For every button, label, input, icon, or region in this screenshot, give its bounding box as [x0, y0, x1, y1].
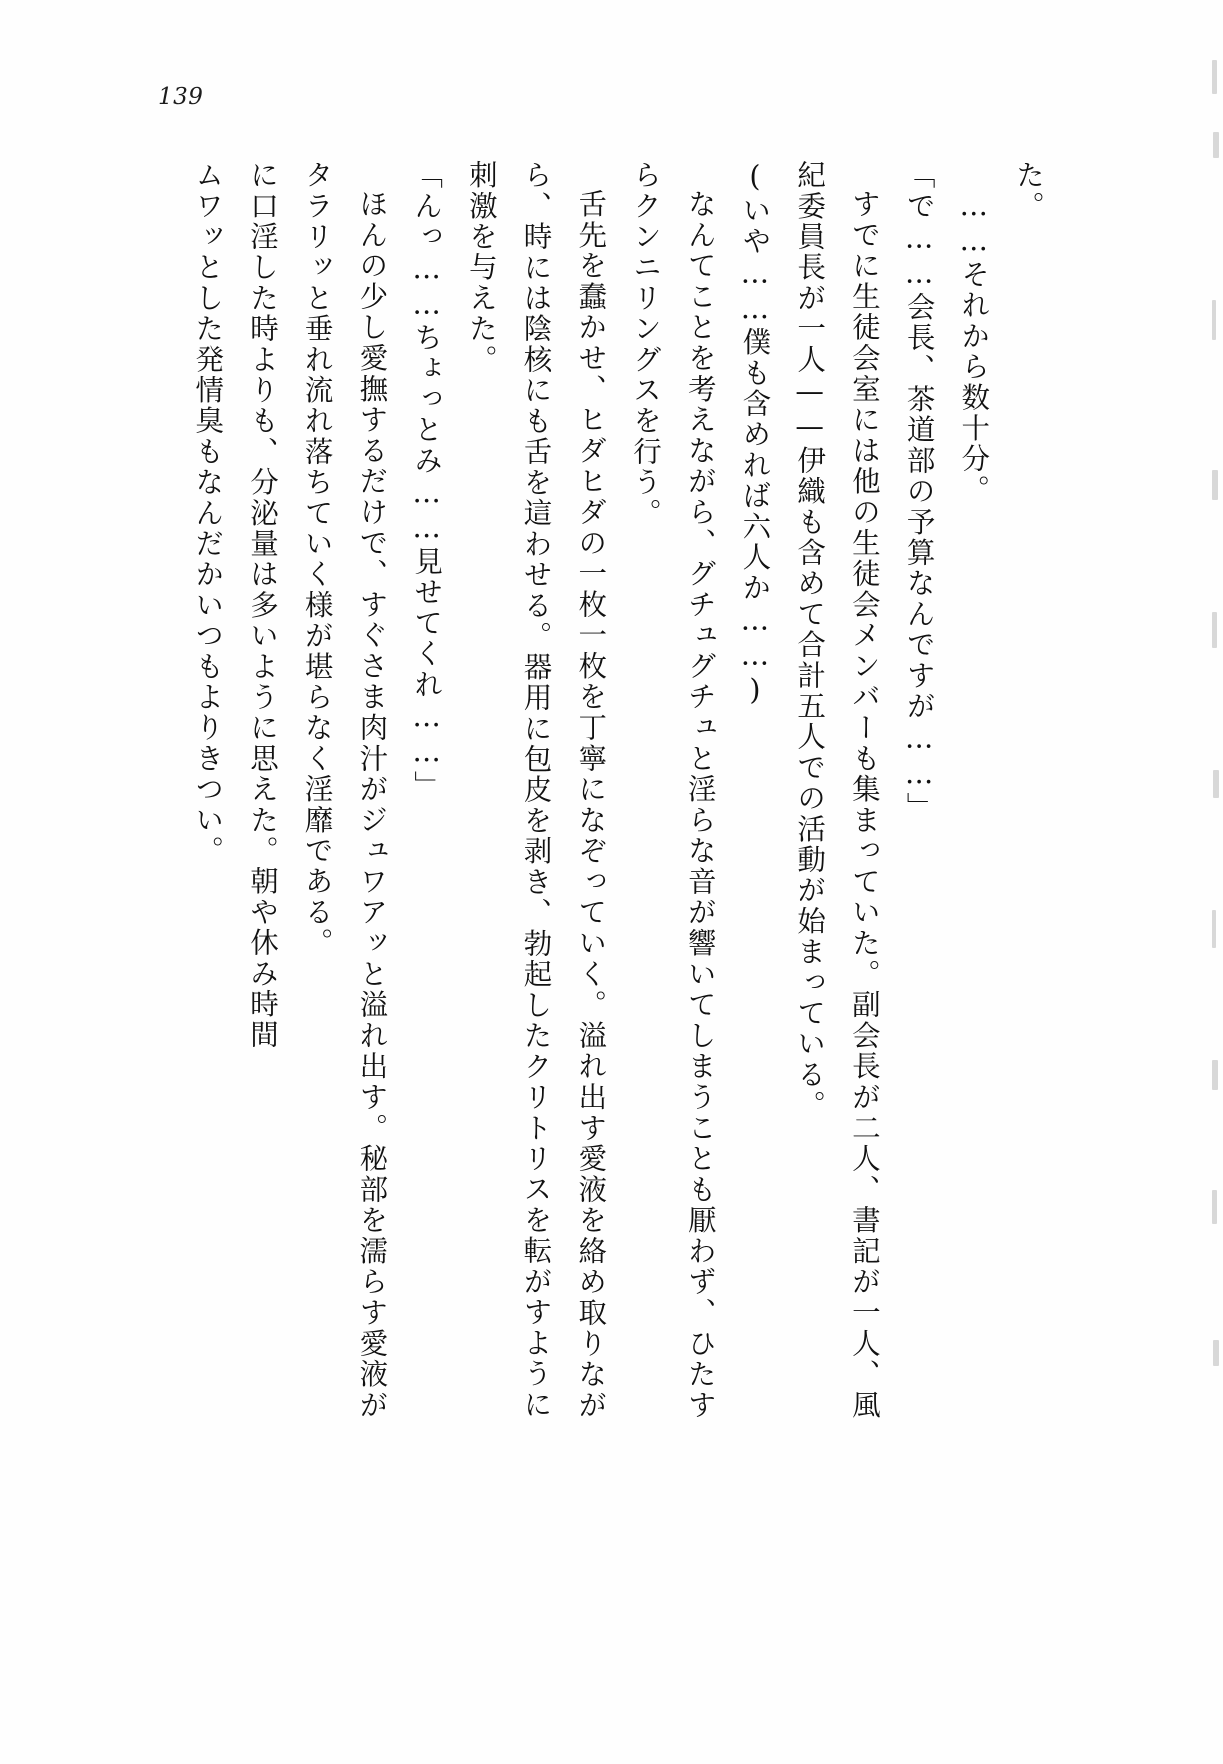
page-number: 139 [158, 84, 204, 110]
scan-edge-artifacts [1197, 0, 1223, 1764]
paragraph: 「で……会長、茶道部の予算なんですが……」 [902, 160, 936, 823]
paragraph: (いや……僕も含めれば六人か……) [738, 160, 772, 709]
paragraph: ……それから数十分。 [957, 188, 991, 505]
paragraph: ムワッとした発情臭もなんだかいつもよりきつい。 [191, 160, 225, 867]
paragraph: 舌先を蠢かせ、ヒダヒダの一枚一枚を丁寧になぞっていく。溢れ出す愛液を絡め取りながら、時には陰核にも舌を這わせる。器用に包皮を剥き、勃起したクリトリスを転がすように刺激を与えた。 [464, 160, 608, 1420]
paragraph: すでに生徒会室には他の生徒会メンバーも集まっていた。副会長が二人、書記が一人、風紀委員長が一人——伊織も含めて合計五人での活動が始まっている。 [793, 160, 881, 1420]
paragraph: た。 [1012, 160, 1045, 222]
paragraph: に口淫した時よりも、分泌量は多いように思えた。朝や休み時間 [245, 160, 279, 1051]
body-text-vertical [180, 160, 1056, 1420]
paragraph: 「んっ……ちょっとみ……見せてくれ……」 [410, 160, 444, 801]
paragraph: なんてことを考えながら、グチュグチュと淫らな音が響いてしまうことも厭わず、ひたすらクンニリングスを行う。 [628, 160, 717, 1420]
paragraph: ほんの少し愛撫するだけで、すぐさま肉汁がジュワアッと溢れ出す。秘部を濡らす愛液がタラリッと垂れ流れ落ちていく様が堪らなく淫靡である。 [300, 160, 389, 1420]
